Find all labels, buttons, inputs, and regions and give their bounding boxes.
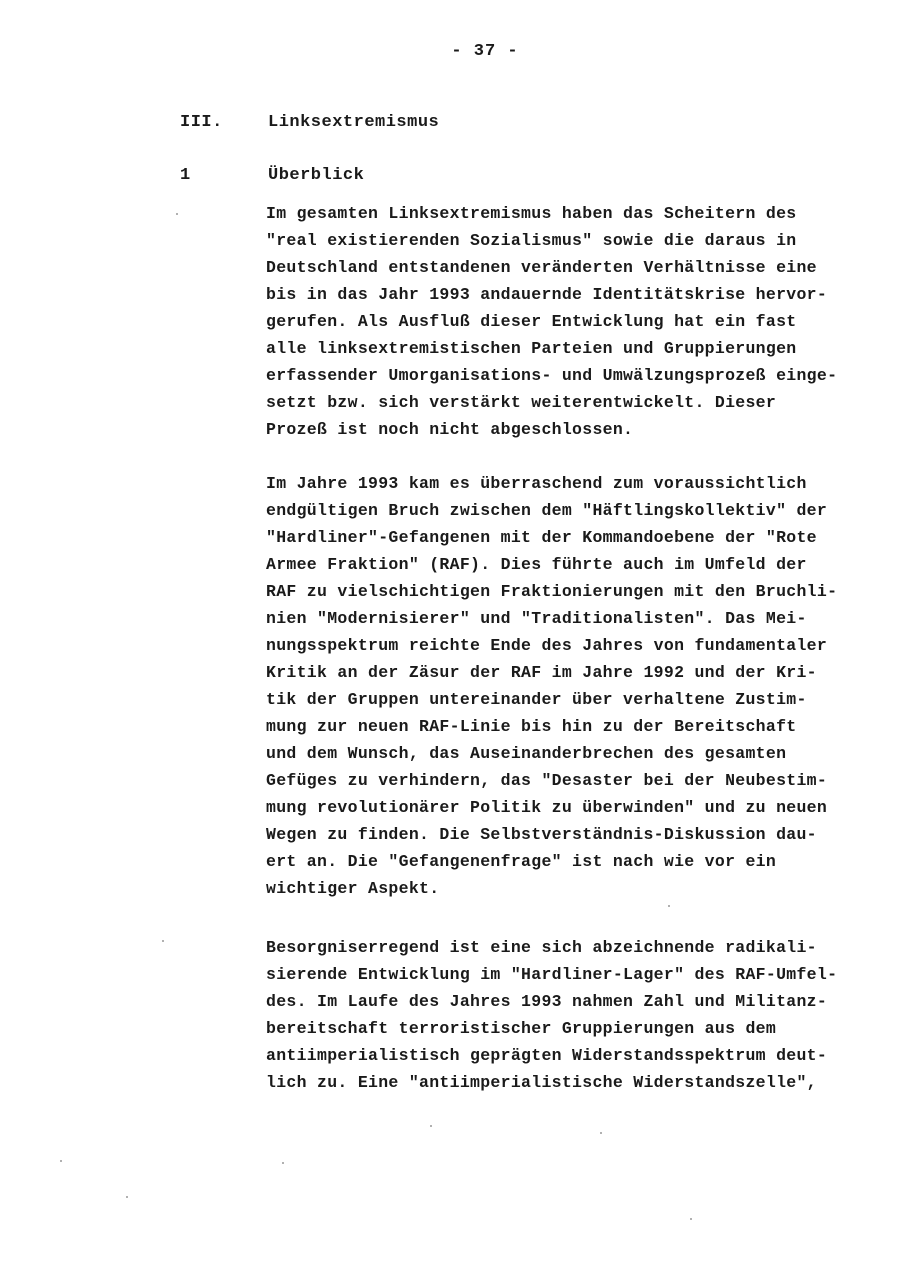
paragraph-line: nungsspektrum reichte Ende des Jahres von fundamentaler [266, 636, 828, 655]
paragraph-1 [266, 200, 886, 443]
scan-speck [162, 940, 164, 942]
scan-speck [60, 1160, 62, 1162]
paragraph-line: ert an. Die "Gefangenenfrage" ist nach wie vor ein [266, 852, 777, 871]
section-number: III. [180, 113, 223, 132]
paragraph-line: Im Jahre 1993 kam es überraschend zum voraussichtlich [266, 474, 807, 493]
paragraph-line: nien "Modernisierer" und "Traditionalisten". Das Mei- [266, 609, 807, 628]
paragraph-line: mung revolutionärer Politik zu überwinden" und zu neuen [266, 798, 828, 817]
scan-speck [282, 1162, 284, 1164]
paragraph-line: Deutschland entstandenen veränderten Verhältnisse eine [266, 258, 817, 277]
paragraph-line: des. Im Laufe des Jahres 1993 nahmen Zahl und Militanz- [266, 992, 828, 1011]
paragraph-line: "Hardliner"-Gefangenen mit der Kommandoebene der "Rote [266, 528, 817, 547]
paragraph-line: RAF zu vielschichtigen Fraktionierungen mit den Bruchli- [266, 582, 838, 601]
paragraph-line: lich zu. Eine "antiimperialistische Widerstandszelle", [266, 1073, 817, 1092]
paragraph-line: mung zur neuen RAF-Linie bis hin zu der Bereitschaft [266, 717, 797, 736]
paragraph-line: Besorgniserregend ist eine sich abzeichnende radikali- [266, 938, 817, 957]
paragraph-3 [266, 934, 886, 1096]
paragraph-line: "real existierenden Sozialismus" sowie die daraus in [266, 231, 797, 250]
paragraph-line: antiimperialistisch geprägten Widerstandsspektrum deut- [266, 1046, 828, 1065]
paragraph-line: und dem Wunsch, das Auseinanderbrechen des gesamten [266, 744, 787, 763]
section-title: Linksextremismus [268, 113, 440, 132]
paragraph-line: sierende Entwicklung im "Hardliner-Lager" des RAF-Umfel- [266, 965, 838, 984]
scan-speck [176, 213, 178, 215]
subsection-number: 1 [180, 166, 191, 185]
paragraph-line: Im gesamten Linksextremismus haben das Scheitern des [266, 204, 797, 223]
paragraph-line: setzt bzw. sich verstärkt weiterentwickelt. Dieser [266, 393, 777, 412]
paragraph-line: alle linksextremistischen Parteien und Gruppierungen [266, 339, 797, 358]
scan-speck [668, 905, 670, 907]
paragraph-line: tik der Gruppen untereinander über verhaltene Zustim- [266, 690, 807, 709]
page-number: - 37 - [451, 42, 519, 61]
scan-speck [126, 1196, 128, 1198]
paragraph-line: erfassender Umorganisations- und Umwälzungsprozeß einge- [266, 366, 838, 385]
paragraph-line: bereitschaft terroristischer Gruppierungen aus dem [266, 1019, 777, 1038]
paragraph-line: wichtiger Aspekt. [266, 879, 440, 898]
scan-speck [600, 1132, 602, 1134]
paragraph-line: Kritik an der Zäsur der RAF im Jahre 1992 und der Kri- [266, 663, 817, 682]
paragraph-2 [266, 470, 886, 902]
subsection-title: Überblick [268, 166, 365, 185]
scan-speck [430, 1125, 432, 1127]
paragraph-line: bis in das Jahr 1993 andauernde Identitätskrise hervor- [266, 285, 828, 304]
paragraph-line: Gefüges zu verhindern, das "Desaster bei der Neubestim- [266, 771, 828, 790]
paragraph-line: Armee Fraktion" (RAF). Dies führte auch im Umfeld der [266, 555, 807, 574]
paragraph-line: Prozeß ist noch nicht abgeschlossen. [266, 420, 634, 439]
paragraph-line: gerufen. Als Ausfluß dieser Entwicklung hat ein fast [266, 312, 797, 331]
paragraph-line: Wegen zu finden. Die Selbstverständnis-Diskussion dau- [266, 825, 817, 844]
paragraph-line: endgültigen Bruch zwischen dem "Häftlingskollektiv" der [266, 501, 828, 520]
scan-speck [690, 1218, 692, 1220]
